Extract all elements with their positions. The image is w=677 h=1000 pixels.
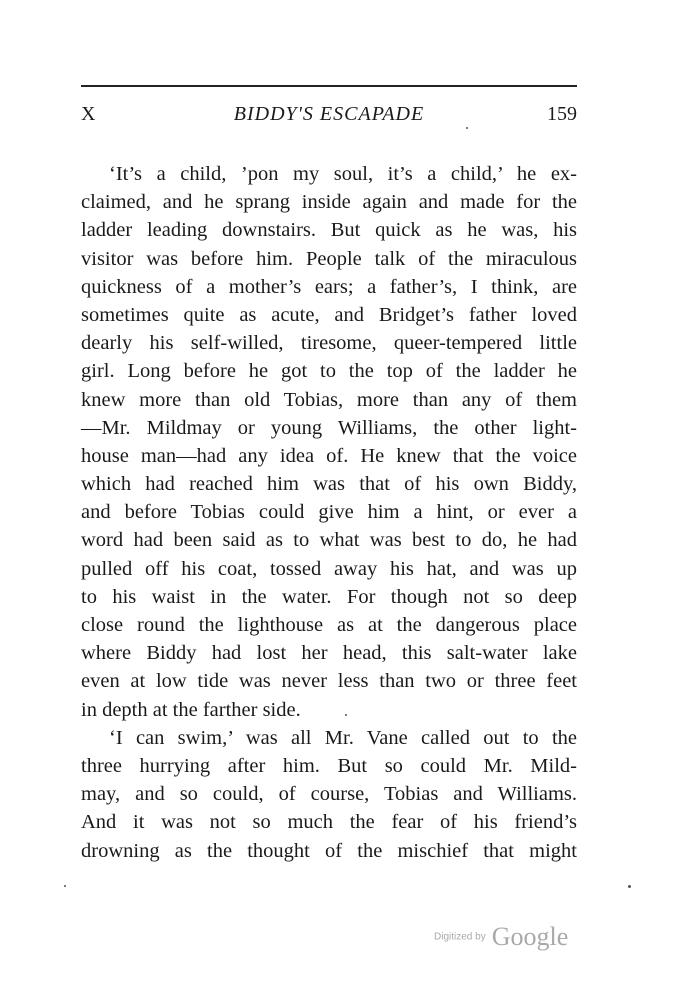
text-line: pulled off his coat, tossed away his hat, and was up bbox=[81, 557, 577, 580]
text-line: ‘I can swim,’ was all Mr. Vane called out to the bbox=[109, 726, 577, 749]
text-line: ‘It’s a child, ’pon my soul, it’s a child,’ he ex- bbox=[109, 163, 577, 185]
text-line: even at low tide was never less than two or three feet bbox=[81, 670, 577, 693]
print-speck bbox=[64, 885, 66, 887]
text-line: visitor was before him. People talk of the miraculous bbox=[81, 247, 577, 270]
watermark-prefix: Digitized by bbox=[434, 931, 486, 943]
running-title: BIDDY'S ESCAPADE bbox=[233, 103, 425, 125]
chapter-number: X bbox=[81, 103, 96, 125]
text-line: and before Tobias could give him a hint, or ever a bbox=[81, 501, 577, 524]
text-line: where Biddy had lost her head, this salt-water lake bbox=[81, 642, 577, 665]
header-rule bbox=[81, 85, 577, 87]
print-speck bbox=[466, 127, 468, 129]
text-line: claimed, and he sprang inside again and made for the bbox=[81, 191, 577, 214]
page-number: 159 bbox=[547, 103, 577, 125]
text-line: girl. Long before he got to the top of the ladder he bbox=[81, 360, 577, 383]
text-line: house man—had any idea of. He knew that the voice bbox=[81, 444, 577, 467]
text-line: which had reached him was that of his own Biddy, bbox=[81, 473, 577, 496]
text-line: to his waist in the water. For though not so deep bbox=[81, 585, 577, 608]
text-line: knew more than old Tobias, more than any of them bbox=[81, 388, 577, 411]
body-text bbox=[81, 160, 577, 865]
text-line: in depth at the farther side. bbox=[81, 698, 301, 721]
digitized-watermark bbox=[434, 922, 568, 952]
text-line: dearly his self-willed, tiresome, queer-tempered little bbox=[81, 332, 577, 355]
text-line: word had been said as to what was best to do, he had bbox=[81, 529, 577, 552]
text-line: sometimes quite as acute, and Bridget’s father loved bbox=[81, 303, 577, 326]
text-line: three hurrying after him. But so could Mr. Mild- bbox=[81, 754, 577, 777]
text-line: quickness of a mother’s ears; a father’s, I think, are bbox=[81, 275, 577, 298]
text-line: drowning as the thought of the mischief that might bbox=[81, 839, 577, 862]
text-line: And it was not so much the fear of his friend’s bbox=[81, 811, 577, 834]
print-speck bbox=[628, 885, 631, 888]
text-line: may, and so could, of course, Tobias and Williams. bbox=[81, 783, 577, 806]
text-line: close round the lighthouse as at the dangerous place bbox=[81, 614, 577, 636]
text-line: ladder leading downstairs. But quick as he was, his bbox=[81, 219, 577, 242]
text-line: —Mr. Mildmay or young Williams, the other light- bbox=[81, 416, 577, 439]
running-header bbox=[81, 103, 577, 133]
watermark-logo: Google bbox=[491, 922, 569, 951]
